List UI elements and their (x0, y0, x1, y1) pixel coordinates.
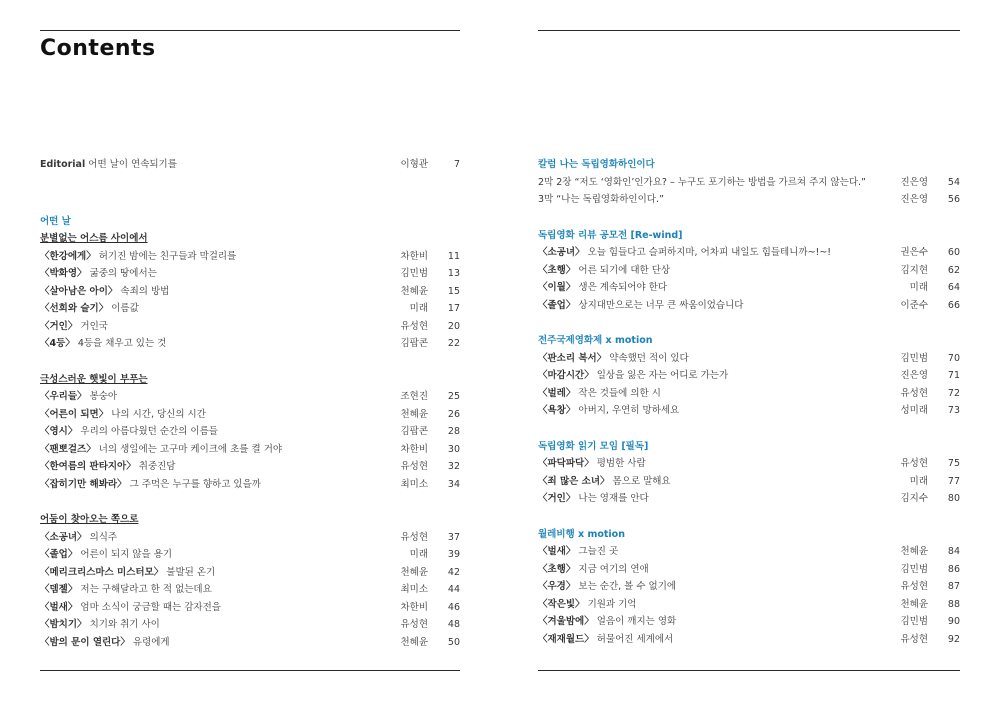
entry-text (40, 388, 117, 406)
entry-film-title: 〈졸업〉 (538, 299, 576, 311)
entry-author: 진은영 (900, 370, 928, 381)
entry-author: 유성현 (400, 619, 428, 630)
entry-title: 우리의 아름다웠던 순간의 이름들 (80, 426, 218, 437)
entry-author: 유성현 (400, 531, 428, 543)
editorial-label: Editorial (40, 159, 86, 170)
toc-entry[interactable] (40, 546, 460, 564)
entry-author: 유성현 (900, 633, 928, 645)
entry-text (538, 543, 618, 561)
entry-author: 최미소 (400, 584, 428, 595)
entry-author: 미래 (909, 475, 928, 487)
toc-entry[interactable] (538, 244, 960, 262)
entry-film-title: 〈마감시간〉 (538, 370, 594, 381)
entry-text (538, 613, 676, 631)
entry-author: 천혜윤 (400, 636, 428, 648)
entry-author: 유성현 (900, 581, 928, 592)
entry-text (40, 423, 218, 441)
entry-title: 거인국 (80, 320, 108, 332)
entry-text (538, 367, 728, 385)
entry-text (40, 283, 169, 301)
toc-entry[interactable] (538, 455, 960, 473)
section-heading: 어떤 날 (40, 215, 71, 227)
entry-text (40, 634, 170, 652)
entry-film-title: 〈4등〉 (40, 338, 75, 349)
toc-entry[interactable] (538, 297, 960, 315)
entry-page: 44 (447, 584, 460, 595)
entry-text (538, 631, 673, 649)
toc-entry[interactable] (40, 458, 460, 476)
entry-page: 30 (447, 443, 460, 455)
entry-author: 유성현 (900, 458, 928, 469)
entry-text (538, 191, 664, 209)
entry-title: 기원과 기억 (587, 598, 637, 610)
group-heading: 분별없는 어스름 사이에서 (40, 233, 148, 244)
toc-entry[interactable] (538, 191, 960, 209)
toc-entry[interactable] (40, 581, 460, 599)
entry-author: 권은수 (900, 247, 928, 258)
entry-author: 김민범 (900, 563, 928, 575)
entry-film-title: 〈박화영〉 (40, 268, 87, 279)
page-title: Contents (40, 36, 156, 61)
entry-title: 2막 2장 “저도 ‘영화인’인가요? – 누구도 포기하는 방법을 가르쳐 주지 않는다.” (538, 176, 866, 188)
toc-entry[interactable] (40, 634, 460, 652)
toc-section (538, 156, 960, 209)
entry-page: 56 (947, 194, 960, 205)
toc-entry[interactable] (40, 616, 460, 634)
toc-section (538, 526, 960, 649)
entry-page: 62 (947, 264, 960, 276)
toc-entry[interactable] (538, 473, 960, 491)
toc-entry[interactable] (40, 300, 460, 318)
toc-section (538, 227, 960, 315)
entry-title: 불발된 온기 (166, 566, 216, 578)
toc-entry[interactable] (538, 596, 960, 614)
entry-page: 26 (447, 408, 460, 420)
entry-title: 지금 여기의 연애 (578, 563, 649, 575)
toc-entry[interactable] (538, 367, 960, 385)
entry-film-title: 〈초행〉 (538, 563, 576, 575)
entry-title: 생은 계속되어야 한다 (578, 282, 668, 293)
toc-entry[interactable] (40, 265, 460, 283)
entry-page: 32 (447, 461, 460, 472)
entry-film-title: 〈벌새〉 (40, 601, 78, 613)
entry-title: 엄마 소식이 궁금할 때는 감자전을 (80, 601, 221, 613)
toc-entry[interactable] (40, 406, 460, 424)
entry-film-title: 〈작은빛〉 (538, 598, 585, 610)
entry-author: 미래 (909, 282, 928, 293)
section-heading: 월레비행 x motion (538, 528, 625, 540)
entry-page: 42 (447, 566, 460, 578)
toc-entry[interactable] (40, 335, 460, 353)
entry-film-title: 〈선희와 슬기〉 (40, 303, 109, 314)
entry-title: 너의 생일에는 고구마 케이크에 초를 켤 거야 (98, 443, 283, 455)
entry-title: 약속했던 적이 있다 (609, 352, 689, 364)
entry-author: 김민범 (400, 268, 428, 279)
entry-title: 3막 “나는 독립영화하인이다.” (538, 194, 664, 205)
right-page (538, 0, 960, 717)
toc-entry[interactable] (40, 423, 460, 441)
section-heading: 칼럼 나는 독립영화하인이다 (538, 159, 655, 170)
group-heading: 극성스러운 햇빛이 부푸는 (40, 373, 148, 385)
entry-page: 86 (947, 563, 960, 575)
entry-film-title: 〈소공녀〉 (40, 531, 87, 543)
entry-film-title: 〈밤치기〉 (40, 619, 87, 630)
section-heading: 독립영화 읽기 모임 [필독] (538, 440, 649, 452)
toc-entry[interactable] (538, 279, 960, 297)
entry-page: 54 (947, 176, 960, 188)
entry-film-title: 〈거인〉 (40, 320, 78, 332)
entry-page: 15 (447, 285, 460, 297)
section-heading: 전주국제영화제 x motion (538, 335, 653, 346)
entry-title: 아버지, 우연히 망하세요 (578, 405, 680, 416)
entry-film-title: 〈재재월드〉 (538, 633, 594, 645)
toc-entry[interactable] (538, 613, 960, 631)
entry-author: 김팝콘 (400, 338, 428, 349)
entry-title: 몸으로 말해요 (612, 475, 671, 487)
left-toc (40, 156, 460, 651)
entry-page: 71 (947, 370, 960, 381)
toc-entry[interactable] (40, 476, 460, 494)
entry-text (40, 458, 175, 476)
entry-title: 어른 되기에 대한 단상 (578, 264, 671, 276)
entry-text (40, 476, 261, 494)
entry-text (538, 455, 646, 473)
entry-author: 미래 (409, 303, 428, 314)
entry-film-title: 〈초행〉 (538, 264, 576, 276)
toc-entry[interactable] (538, 543, 960, 561)
entry-film-title: 〈한여름의 판타지아〉 (40, 461, 136, 472)
entry-title: 속죄의 방법 (120, 285, 170, 297)
entry-author: 유성현 (400, 320, 428, 332)
entry-title: 유령에게 (132, 636, 170, 648)
toc-entry[interactable] (538, 402, 960, 420)
toc-entry[interactable] (40, 388, 460, 406)
toc-entry[interactable] (538, 561, 960, 579)
entry-film-title: 〈어른이 되면〉 (40, 408, 109, 420)
entry-title: 얼음이 깨지는 영화 (596, 616, 677, 627)
editorial-page: 7 (453, 159, 460, 170)
left-page (40, 0, 460, 717)
entry-title: 어른이 되지 않을 용기 (80, 549, 173, 560)
entry-film-title: 〈죄 많은 소녀〉 (538, 475, 610, 487)
entry-film-title: 〈거인〉 (538, 493, 576, 504)
entry-page: 70 (947, 352, 960, 364)
entry-title: 허기진 밤에는 친구들과 막걸리를 (98, 250, 237, 262)
entry-film-title: 〈소공녀〉 (538, 247, 585, 258)
entry-page: 90 (947, 616, 960, 627)
entry-author: 천혜윤 (900, 598, 928, 610)
entry-page: 20 (447, 320, 460, 332)
group-heading: 어둠이 찾아오는 쪽으로 (40, 514, 139, 525)
entry-author: 조현진 (400, 391, 428, 402)
entry-page: 84 (947, 546, 960, 557)
editorial-row[interactable] (40, 156, 460, 174)
entry-author: 천혜윤 (900, 546, 928, 557)
entry-author: 이준수 (900, 299, 928, 311)
entry-title: 오늘 힘들다고 슬퍼하지마, 어차피 내일도 힘들테니까~!~! (587, 247, 832, 258)
entry-page: 66 (947, 299, 960, 311)
entry-film-title: 〈한강에게〉 (40, 250, 96, 262)
toc-entry[interactable] (538, 262, 960, 280)
section-heading: 독립영화 리뷰 공모전 [Re-wind] (538, 229, 683, 241)
entry-title: 일상을 잃은 자는 어디로 가는가 (596, 370, 729, 381)
entry-author: 미래 (409, 549, 428, 560)
entry-title: 나의 시간, 당신의 시간 (111, 408, 206, 420)
entry-text (538, 578, 676, 596)
entry-title: 작은 것들에 의한 시 (578, 387, 661, 399)
top-rule (538, 30, 960, 31)
toc-group (40, 511, 460, 651)
toc-entry[interactable] (538, 385, 960, 403)
entry-film-title: 〈영시〉 (40, 426, 78, 437)
entry-text (538, 561, 649, 579)
toc-entry[interactable] (40, 283, 460, 301)
entry-film-title: 〈뎀젤〉 (40, 584, 78, 595)
entry-author: 김민범 (900, 616, 928, 627)
entry-page: 28 (447, 426, 460, 437)
entry-text (538, 402, 679, 420)
toc-entry[interactable] (40, 441, 460, 459)
entry-film-title: 〈판소리 복서〉 (538, 352, 607, 364)
entry-page: 64 (947, 282, 960, 293)
entry-page: 50 (447, 636, 460, 648)
entry-title: 봉숭아 (89, 391, 118, 402)
entry-title: 보는 순간, 볼 수 없기에 (578, 581, 677, 592)
entry-title: 상지대만으로는 너무 큰 싸움이었습니다 (578, 299, 744, 311)
entry-text (40, 300, 139, 318)
entry-text (538, 262, 670, 280)
entry-title: 굶중의 땅에서는 (89, 268, 157, 279)
entry-author: 김지수 (900, 493, 928, 504)
entry-text (538, 279, 667, 297)
entry-page: 46 (447, 601, 460, 613)
entry-text (40, 406, 206, 424)
entry-title: 저는 구해달라고 한 적 없는데요 (80, 584, 212, 595)
entry-film-title: 〈욕창〉 (538, 405, 576, 416)
entry-page: 87 (947, 581, 960, 592)
entry-text (40, 265, 157, 283)
entry-author: 진은영 (900, 176, 928, 188)
entry-page: 72 (947, 387, 960, 399)
entry-film-title: 〈벌레〉 (538, 387, 576, 399)
entry-film-title: 〈겨울밤에〉 (538, 616, 594, 627)
toc-entry[interactable] (40, 248, 460, 266)
entry-page: 75 (947, 458, 960, 469)
entry-text (538, 174, 866, 192)
entry-page: 48 (447, 619, 460, 630)
entry-film-title: 〈졸업〉 (40, 549, 78, 560)
entry-author: 유성현 (400, 461, 428, 472)
entry-page: 60 (947, 247, 960, 258)
entry-film-title: 〈파닥파닥〉 (538, 458, 594, 469)
entry-author: 차한비 (400, 601, 428, 613)
entry-film-title: 〈팬뽀걸즈〉 (40, 443, 96, 455)
entry-author: 유성현 (900, 387, 928, 399)
editorial-title: 어떤 날이 연속되기를 (88, 159, 177, 170)
entry-text (40, 248, 236, 266)
entry-page: 13 (447, 268, 460, 279)
entry-title: 허물어진 세계에서 (596, 633, 674, 645)
right-toc (538, 156, 960, 648)
entry-text (538, 350, 689, 368)
entry-text (40, 599, 221, 617)
entry-title: 나는 영재를 안다 (578, 493, 649, 504)
entry-author: 성미래 (900, 405, 928, 416)
entry-film-title: 〈이월〉 (538, 282, 576, 293)
entry-page: 11 (447, 250, 460, 262)
toc-section (538, 332, 960, 420)
entry-text (40, 546, 172, 564)
entry-author: 진은영 (900, 194, 928, 205)
entry-page: 92 (947, 633, 960, 645)
entry-text (40, 529, 117, 547)
entry-page: 37 (447, 531, 460, 543)
toc-entry[interactable] (538, 174, 960, 192)
toc-section (538, 438, 960, 508)
entry-author: 최미소 (400, 478, 428, 490)
toc-entry[interactable] (40, 599, 460, 617)
entry-title: 치기와 취기 사이 (89, 619, 160, 630)
entry-film-title: 〈살아남은 아이〉 (40, 285, 118, 297)
entry-title: 의식주 (89, 531, 118, 543)
entry-title: 그늘진 곳 (578, 546, 619, 557)
entry-film-title: 〈벌새〉 (538, 546, 576, 557)
entry-author: 천혜윤 (400, 285, 428, 297)
entry-text (40, 318, 108, 336)
top-rule (40, 30, 460, 31)
entry-film-title: 〈밤의 문이 열린다〉 (40, 636, 130, 648)
bottom-rule (538, 670, 960, 671)
toc-entry[interactable] (538, 578, 960, 596)
entry-page: 39 (447, 549, 460, 560)
entry-page: 77 (947, 475, 960, 487)
bottom-rule (40, 670, 460, 671)
entry-author: 차한비 (400, 250, 428, 262)
entry-film-title: 〈우리들〉 (40, 391, 87, 402)
toc-entry[interactable] (40, 564, 460, 582)
toc-entry[interactable] (538, 631, 960, 649)
entry-title: 취중진담 (138, 461, 176, 472)
entry-page: 22 (447, 338, 460, 349)
entry-text (40, 335, 166, 353)
entry-author: 천혜윤 (400, 408, 428, 420)
editorial-author: 이형관 (400, 159, 428, 170)
entry-page: 80 (947, 493, 960, 504)
entry-text (538, 490, 649, 508)
entry-title: 그 주먹은 누구를 향하고 있을까 (129, 478, 261, 490)
entry-title: 4등을 채우고 있는 것 (77, 338, 167, 349)
toc-entry[interactable] (538, 490, 960, 508)
entry-film-title: 〈메리크리스마스 미스터모〉 (40, 566, 164, 578)
entry-author: 천혜윤 (400, 566, 428, 578)
entry-text (538, 596, 636, 614)
entry-film-title: 〈잡히기만 해봐라〉 (40, 478, 127, 490)
entry-page: 17 (447, 303, 460, 314)
entry-author: 차한비 (400, 443, 428, 455)
toc-entry[interactable] (40, 529, 460, 547)
toc-group (40, 371, 460, 494)
entry-page: 34 (447, 478, 460, 490)
entry-author: 김민범 (900, 352, 928, 364)
entry-title: 이름값 (111, 303, 139, 314)
toc-group (40, 230, 460, 353)
entry-text (40, 616, 160, 634)
entry-page: 88 (947, 598, 960, 610)
entry-text (538, 473, 671, 491)
entry-text (40, 441, 282, 459)
entry-text (40, 581, 212, 599)
entry-page: 73 (947, 405, 960, 416)
toc-entry[interactable] (40, 318, 460, 336)
entry-film-title: 〈우경〉 (538, 581, 576, 592)
entry-text (538, 244, 831, 262)
entry-text (538, 385, 661, 403)
entry-author: 김지현 (900, 264, 928, 276)
entry-page: 25 (447, 391, 460, 402)
entry-title: 평범한 사람 (596, 458, 646, 469)
toc-entry[interactable] (538, 350, 960, 368)
entry-author: 김팝콘 (400, 426, 428, 437)
entry-text (40, 564, 215, 582)
entry-text (538, 297, 743, 315)
